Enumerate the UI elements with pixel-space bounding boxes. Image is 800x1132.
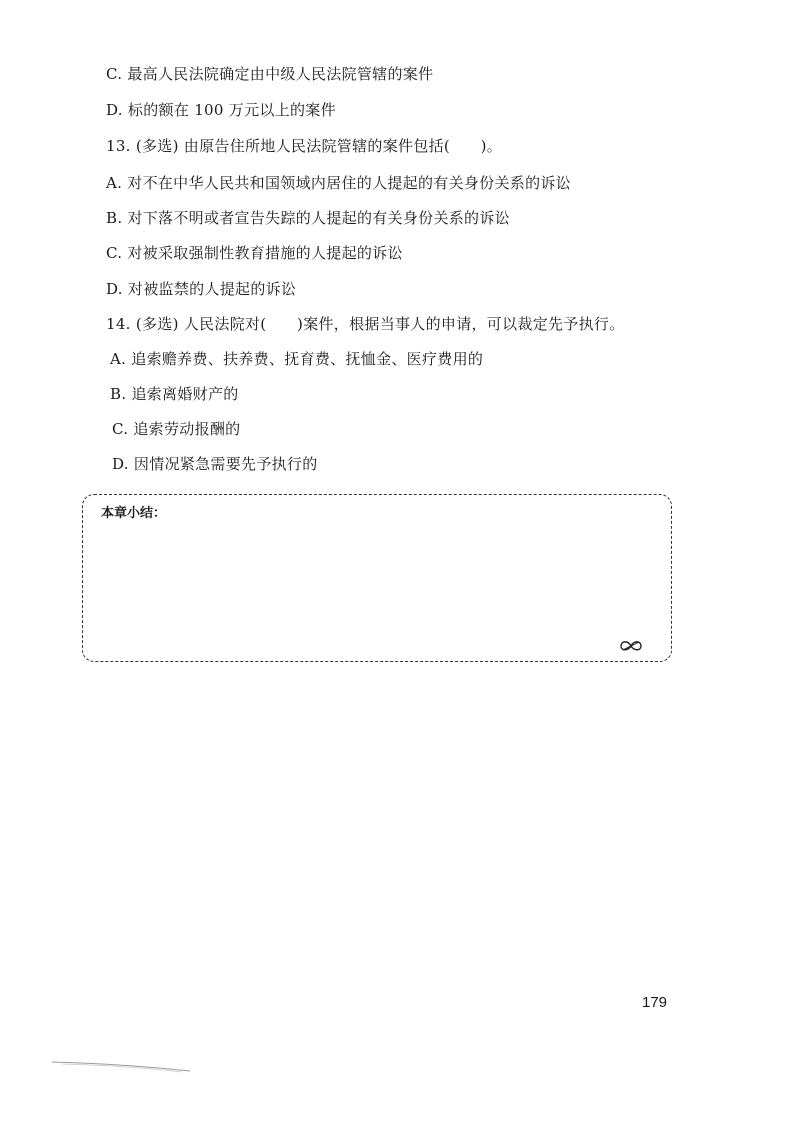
page-number: 179 (642, 994, 668, 1011)
question-14-stem: 14. (多选) 人民法院对( )案件，根据当事人的申请，可以裁定先予执行。 (106, 315, 625, 333)
question-14-option-c: C. 追索劳动报酬的 (112, 420, 241, 438)
question-13-option-d: D. 对被监禁的人提起的诉讼 (106, 280, 297, 298)
question-14-option-a: A. 追索赡养费、扶养费、抚育费、抚恤金、医疗费用的 (110, 350, 484, 368)
question-13-stem: 13. (多选) 由原告住所地人民法院管辖的案件包括( )。 (106, 137, 503, 155)
question-13-option-b: B. 对下落不明或者宣告失踪的人提起的有关身份关系的诉讼 (106, 209, 510, 227)
question-13-option-c: C. 对被采取强制性教育措施的人提起的诉讼 (106, 244, 403, 262)
question-line-12d: D. 标的额在 100 万元以上的案件 (106, 101, 336, 119)
question-14-option-d: D. 因情况紧急需要先予执行的 (112, 455, 318, 473)
question-14-option-b: B. 追索离婚财产的 (110, 385, 239, 403)
leaf-icon (619, 639, 643, 653)
question-13-option-a: A. 对不在中华人民共和国领域内居住的人提起的有关身份关系的诉讼 (106, 174, 571, 192)
chapter-summary-label: 本章小结： (101, 506, 167, 521)
scan-artifact-line (52, 1058, 192, 1074)
question-line-12c: C. 最高人民法院确定由中级人民法院管辖的案件 (106, 65, 434, 83)
chapter-summary-box (82, 494, 672, 662)
